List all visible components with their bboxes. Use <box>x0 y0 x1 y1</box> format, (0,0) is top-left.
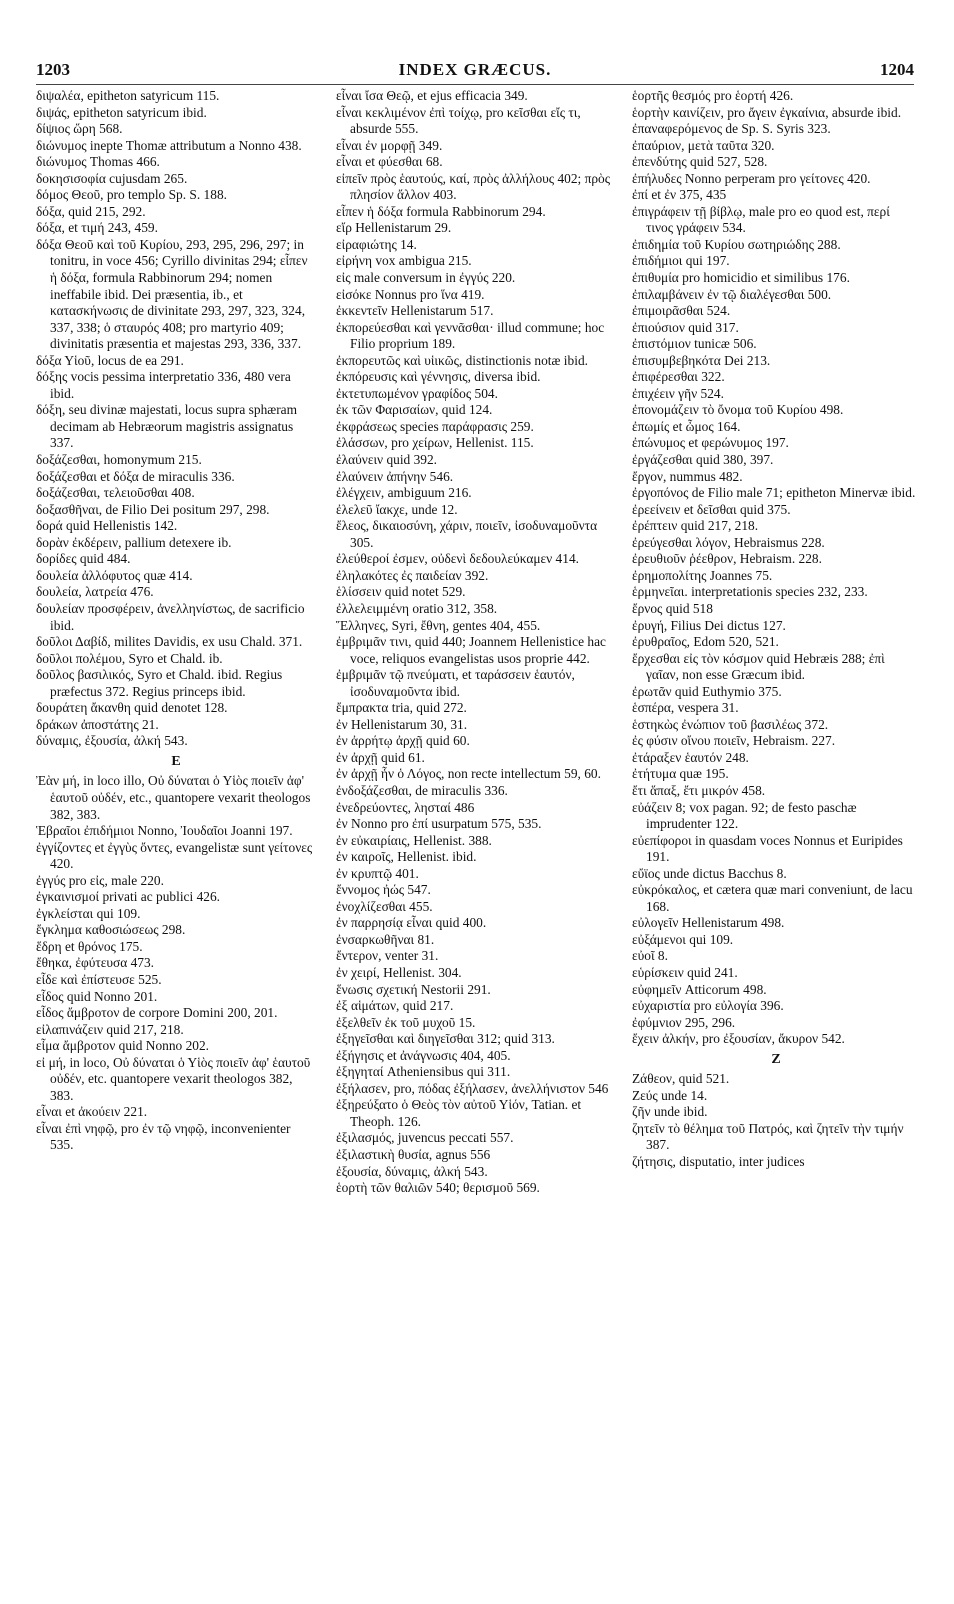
index-entry: ἐξηρεύξατο ὁ Θεὸς τὸν αὐτοῦ Υἱόν, Tatian. et Theoph. 126. <box>336 1097 582 1129</box>
page-header <box>36 60 914 84</box>
index-entry: ἐγγύς pro εἰς, male 220. <box>36 872 164 888</box>
index-entry: εἰσόκε Nonnus pro ἵνα 419. <box>336 286 485 302</box>
index-entry: ἐνεδρεύοντες, λησταί 486 <box>336 799 475 815</box>
index-entry: ἐλάσσων, pro χείρων, Hellenist. 115. <box>336 435 534 451</box>
index-entry: ἐπιλαμβάνειν ἐν τῷ διαλέγεσθαι 500. <box>632 286 832 302</box>
index-entry: ἐξηγηταί Atheniensibus qui 311. <box>336 1064 511 1080</box>
index-entry: διώνυμος inepte Thomæ attributum a Nonno 438. <box>36 137 302 153</box>
index-entry: εἶναι et φύεσθαι 68. <box>336 154 443 170</box>
index-entry: ἐπιγράφειν τῇ βίβλῳ, male pro eo quod est, περί τινος γράφειν 534. <box>632 203 890 236</box>
index-entry: ἐνσαρκωθῆναι 81. <box>336 931 435 947</box>
index-entry: εἰς male conversum in ἐγγύς 220. <box>336 270 516 286</box>
index-entry: εὐφημεῖν Atticorum 498. <box>632 981 767 997</box>
index-entry: εὐχαριστία pro εὐλογία 396. <box>632 998 784 1014</box>
index-entry: ἐγκαινισμοί privati ac publici 426. <box>36 889 220 905</box>
index-entry: ἐρυγή, Filius Dei dictus 127. <box>632 617 786 633</box>
index-entry: ἔντερον, venter 31. <box>336 948 439 964</box>
index-entry: δόξα, et τιμή 243, 459. <box>36 220 158 236</box>
index-entry: ἔννομος ἠώς 547. <box>336 882 431 898</box>
index-entry: εἶδε καὶ ἐπίστευσε 525. <box>36 971 162 987</box>
index-entry: εἶναι ἴσα Θεῷ, et ejus efficacia 349. <box>336 88 528 103</box>
index-entry: ζητεῖν τὸ θέλημα τοῦ Πατρός, καὶ ζητεῖν τὴν τιμήν 387. <box>632 1120 904 1153</box>
index-entry: εἶδος quid Nonno 201. <box>36 988 158 1004</box>
index-entry: ἐπί et ἐν 375, 435 <box>632 187 727 203</box>
index-entry: ἕνωσις σχετική Nestorii 291. <box>336 981 491 997</box>
header-rule <box>36 84 914 85</box>
index-entry: δύναμις, ἐξουσία, ἀλκή 543. <box>36 733 188 749</box>
index-entry: δόμος Θεοῦ, pro templo Sp. S. 188. <box>36 187 227 203</box>
index-entry: ἔχειν ἀλκήν, pro ἐξουσίαν, ἄκυρον 542. <box>632 1031 845 1047</box>
index-entry: ἐπενδύτης quid 527, 528. <box>632 154 768 170</box>
index-entry: Ζάθεον, quid 521. <box>632 1071 730 1087</box>
index-entry: ἐνοχλίζεσθαι 455. <box>336 898 433 914</box>
index-entry: διψάς, epitheton satyricum ibid. <box>36 104 207 120</box>
index-entry: ἐλαύνειν quid 392. <box>336 452 438 468</box>
index-entry: ἔθηκα, ἐφύτευσα 473. <box>36 955 155 971</box>
index-entry: ἐπήλυδες Nonno perperam pro γείτονες 420. <box>632 170 871 186</box>
index-entry: διώνυμος Thomas 466. <box>36 154 160 170</box>
index-entry: ἐπώνυμος et φερώνυμος 197. <box>632 435 789 451</box>
index-entry: δουλεία, λατρεία 476. <box>36 584 154 600</box>
index-entry: ἐπιχέειν γῆν 524. <box>632 385 724 401</box>
index-entry: δράκων ἀποστάτης 21. <box>36 716 159 732</box>
index-column-1 <box>36 88 316 1154</box>
index-entry: ἐλελεῦ ἴακχε, unde 12. <box>336 501 458 517</box>
index-entry: ἕδρη et θρόνος 175. <box>36 938 143 954</box>
index-entry: ἐκ τῶν Φαρισαίων, quid 124. <box>336 402 493 418</box>
index-entry: εἰρήνη vox ambigua 215. <box>336 253 472 269</box>
index-entry: ἐπιούσιον quid 317. <box>632 319 739 335</box>
index-entry: ἐξ αἱμάτων, quid 217. <box>336 998 454 1014</box>
index-entry: ἐξηγεῖσθαι καὶ διηγεῖσθαι 312; quid 313. <box>336 1031 555 1047</box>
index-entry: δοξασθῆναι, de Filio Dei positum 297, 298. <box>36 501 270 517</box>
index-entry: Ἕλληνες, Syri, ἔθνη, gentes 404, 455. <box>336 617 541 633</box>
index-entry: ἐξιλαστικὴ θυσία, agnus 556 <box>336 1147 491 1162</box>
index-entry: δοξάζεσθαι, homonymum 215. <box>36 452 202 468</box>
index-entry: ἐπισυμβεβηκότα Dei 213. <box>632 352 771 368</box>
index-entry: Ἐὰν μή, in loco illo, Οὐ δύναται ὁ Υἱὸς ποιεῖν ἀφ' ἑαυτοῦ οὐδέν, etc., quantopere vexarit theologos 382, 383. <box>36 773 311 822</box>
section-letter: Z <box>771 1051 781 1067</box>
index-entry: εἶναι et ἀκούειν 221. <box>36 1104 148 1120</box>
index-entry: ἐργάζεσθαι quid 380, 397. <box>632 452 774 468</box>
index-entry: ἐλέγχειν, ambiguum 216. <box>336 485 472 501</box>
index-entry: ἔτι ἅπαξ, ἔτι μικρόν 458. <box>632 782 766 798</box>
index-entry: ἐπονομάζειν τὸ ὄνομα τοῦ Κυρίου 498. <box>632 402 844 418</box>
index-entry: εἰ μή, in loco, Οὐ δύναται ὁ Υἱὸς ποιεῖν ἀφ' ἑαυτοῦ οὐδέν, etc. quantopere vexarit theologos 382, 383. <box>36 1054 311 1103</box>
index-entry: εἷμα ἄμβροτον quid Nonno 202. <box>36 1038 210 1054</box>
index-entry: εἰραφιώτης 14. <box>336 236 417 252</box>
index-entry: εἶναι ἐπὶ νηφῷ, pro ἐν τῷ νηφῷ, inconvenienter 535. <box>36 1120 291 1153</box>
index-entry: ἔρχεσθαι εἰς τὸν κόσμον quid Hebræis 288; ἐπὶ γαῖαν, non esse Græcum ibid. <box>632 650 885 683</box>
index-entry: ἐγγίζοντες et ἐγγὺς ὄντες, evangelistæ sunt γείτονες 420. <box>36 839 313 872</box>
index-entry: ἔγκλημα καθοσιώσεως 298. <box>36 922 186 938</box>
index-entry: Ζεύς unde 14. <box>632 1087 708 1103</box>
index-entry: δόξα Θεοῦ καὶ τοῦ Κυρίου, 293, 295, 296, 297; in tonitru, in voce 456; Cyrillo divinitas 294; εἶπεν ἡ δόξα, formula Rabbinorum 294; nomen ineffabile ibid. Dei præsentia, ib., et κατασκήνωσις de divinitate 293, 297, 323, 324, 337, 338; ὁ σταυρός 408; pro martyrio 409; divinitatis præsentia et majestas 293, 336, 337. <box>36 236 308 352</box>
page-number-right: 1204 <box>880 60 914 79</box>
index-entry: ἐγκλείσται qui 109. <box>36 905 141 921</box>
index-entry: ἐφύμνιον 295, 296. <box>632 1014 736 1030</box>
index-entry: δορὰν ἐκδέρειν, pallium detexere ib. <box>36 534 232 550</box>
index-entry: δόξη, seu divinæ majestati, locus supra sphæram decimam ab Hebræorum magistris assignatus 337. <box>36 402 298 451</box>
index-entry: ἐν κρυπτῷ 401. <box>336 865 419 881</box>
index-entry: ἑορτῆς θεσμός pro ἑορτή 426. <box>632 88 794 103</box>
index-entry: εὐλογεῖν Hellenistarum 498. <box>632 915 785 931</box>
index-entry: εὐάζειν 8; vox pagan. 92; de festo paschæ imprudenter 122. <box>632 799 857 832</box>
index-entry: ἔμπρακτα tria, quid 272. <box>336 700 467 716</box>
index-entry: ἐκτετυπωμένον γραφίδος 504. <box>336 385 498 401</box>
index-entry: δουράτεη ἄκανθη quid denotet 128. <box>36 700 228 716</box>
index-entry: ἐρημοπολίτης Joannes 75. <box>632 567 773 583</box>
index-entry: εὐξάμενοι qui 109. <box>632 931 734 947</box>
index-entry: ἐν καιροῖς, Hellenist. ibid. <box>336 849 477 865</box>
index-entry: δόξα Υἱοῦ, locus de ea 291. <box>36 352 184 368</box>
index-entry: ἐν ἀρχῇ ἦν ὁ Λόγος, non recte intellectum 59, 60. <box>336 766 601 782</box>
index-entry: εἰλαπινάζειν quid 217, 218. <box>36 1021 184 1037</box>
index-entry: ἔρνος quid 518 <box>632 600 713 616</box>
index-entry: ἐκπόρευσις καὶ γέννησις, diversa ibid. <box>336 369 541 385</box>
index-entry: δοῦλος βασιλικός, Syro et Chald. ibid. Regius præfectus 372. Regius princeps ibid. <box>36 667 283 699</box>
index-entry: ἐπιφέρεσθαι 322. <box>632 369 725 385</box>
index-entry: ἐμβριμᾶν τῷ πνεύματι, et ταράσσειν ἑαυτόν, ἰσοδυναμοῦντα ibid. <box>336 667 575 699</box>
index-entry: εὔϊος unde dictus Bacchus 8. <box>632 865 787 881</box>
index-entry: ἐξήγησις et ἀνάγνωσις 404, 405. <box>336 1047 511 1063</box>
index-entry: ἐν εὐκαιρίαις, Hellenist. 388. <box>336 832 492 848</box>
index-entry: ἐκφράσεως species παράφρασις 259. <box>336 418 534 434</box>
index-entry: ἐξουσία, δύναμις, ἀλκή 543. <box>336 1163 488 1179</box>
index-entry: ἐπιδήμιοι qui 197. <box>632 253 730 269</box>
index-entry: ἐξήλασεν, pro, πόδας ἐξήλασεν, ἀνελλήνιστον 546 <box>336 1080 609 1096</box>
index-entry: ἐνδοξάζεσθαι, de miraculis 336. <box>336 782 508 798</box>
index-entry: εἴρ Hellenistarum 29. <box>336 220 452 236</box>
index-entry: ἑορτὴ τῶν θαλιῶν 540; θερισμοῦ 569. <box>336 1180 540 1196</box>
index-entry: ἐν παρρησίᾳ εἶναι quid 400. <box>336 915 487 931</box>
index-entry: ἐπιδημία τοῦ Κυρίου σωτηριώδης 288. <box>632 236 841 252</box>
index-entry: ἐρεύγεσθαι λόγον, Hebraismus 228. <box>632 534 825 550</box>
index-entry: ζήτησις, disputatio, inter judices <box>632 1154 805 1169</box>
index-entry: Ἑβραῖοι ἐπιδήμιοι Nonno, Ἰουδαῖοι Joanni 197. <box>36 823 293 839</box>
index-entry: ἐς φύσιν οἴνου ποιεῖν, Hebraism. 227. <box>632 733 836 749</box>
index-entry: εὐκρόκαλος, et cætera quæ mari conveniunt, de lacu 168. <box>632 882 913 914</box>
index-entry: ἐργοπόνος de Filio male 71; epitheton Minervæ ibid. <box>632 485 916 501</box>
index-entry: δοκησισοφία cujusdam 265. <box>36 170 188 186</box>
index-entry: ἐληλακότες ἐς παιδείαν 392. <box>336 567 489 583</box>
index-entry: ἐν Nonno pro ἐπί usurpatum 575, 535. <box>336 816 542 832</box>
index-entry: ἔλεος, δικαιοσύνη, χάριν, ποιεῖν, ἰσοδυναμοῦντα 305. <box>336 518 598 550</box>
index-entry: εἶναι κεκλιμένον ἐπὶ τοίχῳ, pro κεῖσθαι εἴς τι, absurde 555. <box>336 104 581 137</box>
index-entry: ἑστηκὼς ἐνώπιον τοῦ βασιλέως 372. <box>632 716 829 732</box>
index-entry: ἐπιθυμία pro homicidio et similibus 176. <box>632 270 850 286</box>
page-title: INDEX GRÆCUS. <box>398 60 552 79</box>
index-entry: ἐπωμίς et ὦμος 164. <box>632 418 741 434</box>
index-entry: ἐπαναφερόμενος de Sp. S. Syris 323. <box>632 121 831 137</box>
index-entry: ἑρμηνεῖαι. interpretationis species 232, 233. <box>632 584 868 600</box>
index-entry: εὐοῖ 8. <box>632 948 668 964</box>
index-entry: ἐπιστόμιον tunicæ 506. <box>632 336 757 352</box>
index-entry: ἐρεείνειν et δεῖσθαι quid 375. <box>632 501 791 517</box>
index-entry: ἐμβριμᾶν τινι, quid 440; Joannem Hellenistice hac voce, reliquos evangelistas usos proprie 442. <box>336 634 606 666</box>
index-entry: ἑορτὴν καινίζειν, pro ἄγειν ἐγκαίνια, absurde ibid. <box>632 104 902 120</box>
index-entry: ἐκπορεύεσθαι καὶ γεννᾶσθαι· illud commune; hoc Filio proprium 189. <box>336 319 605 352</box>
index-entry: δοῦλοι Δαβίδ, milites Davidis, ex usu Chald. 371. <box>36 634 303 650</box>
index-entry: δόξα, quid 215, 292. <box>36 203 146 219</box>
index-entry: δίψιος ὥρη 568. <box>36 121 123 137</box>
index-entry: δοξάζεσθαι et δόξα de miraculis 336. <box>36 468 235 484</box>
index-entry: ἐκκεντεῖν Hellenistarum 517. <box>336 303 494 319</box>
index-entry: ἐτάραξεν ἑαυτόν 248. <box>632 749 749 765</box>
index-entry: ἐπαύριον, μετὰ ταῦτα 320. <box>632 137 775 153</box>
index-entry: ἑλίσσειν quid notet 529. <box>336 584 466 600</box>
index-column-2 <box>336 88 616 1197</box>
section-letter: E <box>171 753 181 769</box>
index-entry: ἐλαύνειν ἀπήνην 546. <box>336 468 454 484</box>
index-entry: ἑσπέρα, vespera 31. <box>632 700 739 716</box>
index-entry: διψαλέα, epitheton satyricum 115. <box>36 88 220 103</box>
index-entry: ἐν χειρί, Hellenist. 304. <box>336 964 462 980</box>
index-entry: ἐπιμοιρᾶσθαι 524. <box>632 303 731 319</box>
index-entry: ζῆν unde ibid. <box>632 1104 708 1120</box>
index-entry: δορά quid Hellenistis 142. <box>36 518 178 534</box>
index-entry: ἐρυθραῖος, Edom 520, 521. <box>632 634 779 650</box>
index-entry: ἐλλελειμμένη oratio 312, 358. <box>336 600 498 616</box>
index-entry: ἐλεύθεροί ἐσμεν, οὐδενὶ δεδουλεύκαμεν 414. <box>336 551 579 567</box>
index-entry: εἶναι ἐν μορφῇ 349. <box>336 137 443 153</box>
index-entry: ἐτήτυμα quæ 195. <box>632 766 729 782</box>
index-entry: ἐκπορευτῶς καὶ υἱικῶς, distinctionis notæ ibid. <box>336 352 588 368</box>
index-entry: ἐρωτᾶν quid Euthymio 375. <box>632 683 782 699</box>
page-number-left: 1203 <box>36 60 70 79</box>
index-entry: ἐν ἀρρήτῳ ἀρχῇ quid 60. <box>336 733 470 749</box>
index-entry: δόξης vocis pessima interpretatio 336, 480 vera ibid. <box>36 369 291 401</box>
index-entry: δουλείαν προσφέρειν, ἀνελληνίστως, de sacrificio ibid. <box>36 600 305 633</box>
index-entry: δοξάζεσθαι, τελειοῦσθαι 408. <box>36 485 195 501</box>
index-entry: εὑρίσκειν quid 241. <box>632 964 738 980</box>
index-entry: εὐεπίφοροι in quasdam voces Nonnus et Euripides 191. <box>632 832 903 865</box>
index-entry: δοῦλοι πολέμου, Syro et Chald. ib. <box>36 650 223 666</box>
index-entry: ἐξελθεῖν ἐκ τοῦ μυχοῦ 15. <box>336 1014 476 1030</box>
index-entry: δορίδες quid 484. <box>36 551 131 567</box>
index-entry: ἐν ἀρχῇ quid 61. <box>336 749 425 765</box>
index-entry: ἐρευθιοῦν ῥέεθρον, Hebraism. 228. <box>632 551 822 567</box>
index-entry: εἶπεν ἡ δόξα formula Rabbinorum 294. <box>336 203 546 219</box>
index-entry: ἐξιλασμός, juvencus peccati 557. <box>336 1130 514 1146</box>
index-entry: ἐν Hellenistarum 30, 31. <box>336 716 468 732</box>
index-entry: ἐρέπτειν quid 217, 218. <box>632 518 759 534</box>
index-entry: εἰπεῖν πρὸς ἑαυτούς, καί, πρὸς ἀλλήλους 402; πρὸς πλησίον ἄλλον 403. <box>336 170 611 203</box>
index-entry: δουλεία ἀλλόφυτος quæ 414. <box>36 567 193 583</box>
index-entry: ἔργον, nummus 482. <box>632 468 743 484</box>
index-entry: εἶδος ἄμβροτον de corpore Domini 200, 201. <box>36 1005 278 1021</box>
index-column-3 <box>632 88 920 1171</box>
